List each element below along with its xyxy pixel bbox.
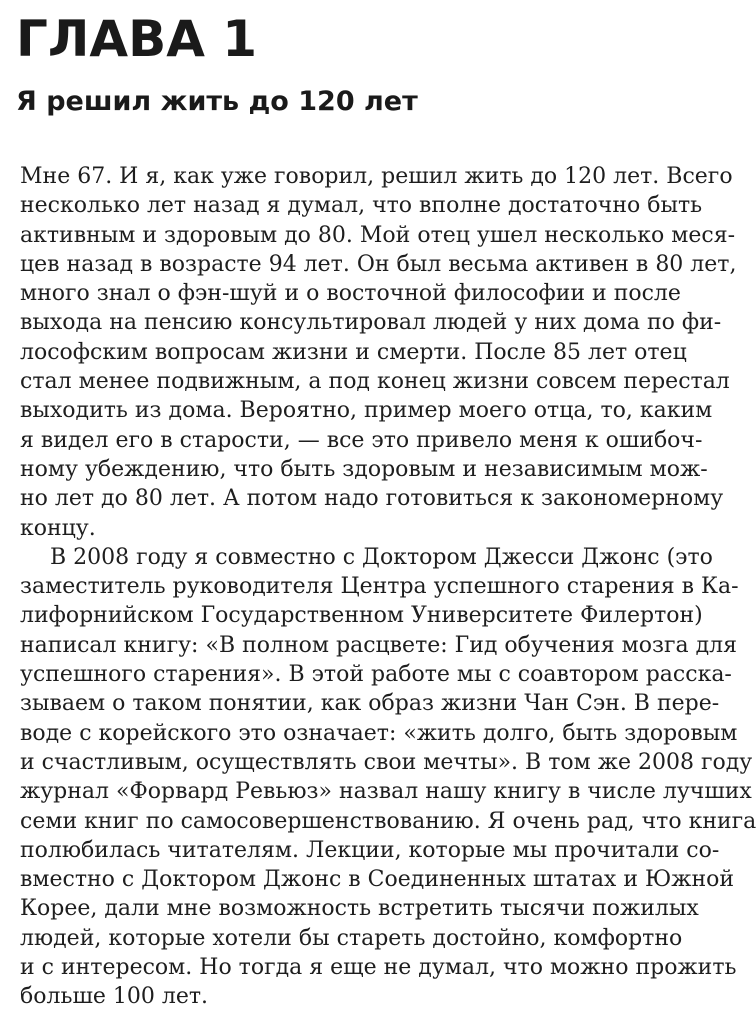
text-line <box>20 308 722 337</box>
text-segment: лифорнийском Государственном Университете Филертон) <box>20 603 703 629</box>
text-segment: концу. <box>20 515 96 541</box>
text-segment: » назвал нашу книгу в числе лучших <box>318 779 752 805</box>
text-line <box>20 631 738 660</box>
text-segment: выхода на пенсию консультировал людей у них дома по фи- <box>20 310 722 336</box>
text-line <box>20 894 699 923</box>
chapter-body <box>20 162 756 1012</box>
text-segment: зываем о таком понятии, как образ жизни <box>20 691 525 717</box>
text-segment: вместно с Доктором Джонс в Соединенных штатах и Южной <box>20 867 735 893</box>
text-segment: В пере- <box>626 691 720 717</box>
text-line <box>20 836 720 865</box>
text-line <box>20 777 752 806</box>
text-line <box>20 484 724 513</box>
text-line <box>20 514 654 543</box>
text-segment: ». В этой работе мы с соавтором расска- <box>261 662 732 688</box>
text-line <box>20 572 739 601</box>
italic-text: В полном расцвете: Гид обучения мозга для <box>218 632 738 658</box>
text-segment: Мне 67. И я, как уже говорил, решил жить до 120 лет. Всего <box>20 164 733 189</box>
text-segment: и счастливым, осуществлять свои мечты». В том же 2008 году <box>20 749 753 775</box>
text-line <box>20 543 713 572</box>
text-segment: воде с корейского это означает: «жить долго, быть здоровым <box>20 720 738 746</box>
text-segment: людей, которые хотели бы стареть достойно, комфортно <box>20 925 683 951</box>
text-segment: цев назад в возрасте 94 лет. Он был весьма активен в 80 лет, <box>20 251 737 277</box>
text-line <box>20 601 703 630</box>
text-segment: несколько лет назад я думал, что вполне достаточно быть <box>20 193 703 219</box>
text-segment: написал книгу: « <box>20 632 219 658</box>
chapter-title: ГЛАВА 1 <box>16 10 258 68</box>
text-line <box>20 719 738 748</box>
text-segment: я видел его в старости, — все это привело меня к ошибоч- <box>20 427 703 453</box>
text-segment: семи книг по самосовершенствованию. Я очень рад, что книга <box>20 808 756 834</box>
text-line <box>20 367 730 396</box>
text-line <box>20 660 732 689</box>
text-line <box>20 279 681 308</box>
text-line <box>20 689 720 718</box>
text-segment: журнал « <box>20 779 130 805</box>
text-segment: заместитель руководителя Центра успешного старения в Ка- <box>20 574 739 600</box>
text-segment: полюбилась читателям. Лекции, которые мы прочитали со- <box>20 837 720 863</box>
text-line <box>20 865 735 894</box>
text-segment: активным и здоровым до 80. Мой отец ушел несколько меся- <box>20 222 735 248</box>
text-segment: ному убеждению, что быть здоровым и независимым мож- <box>20 456 708 482</box>
text-line <box>20 162 733 191</box>
text-line <box>20 250 737 279</box>
text-segment: но лет до 80 лет. А потом надо готовиться к закономерному <box>20 486 724 512</box>
text-line <box>20 396 713 425</box>
text-line <box>20 426 703 455</box>
chapter-subtitle: Я решил жить до 120 лет <box>16 86 418 117</box>
text-line <box>20 455 708 484</box>
italic-text: Чан Сэн. <box>524 691 627 717</box>
text-segment: и с интересом. Но тогда я еще не думал, что можно прожить <box>20 955 737 981</box>
text-segment: Корее, дали мне возможность встретить тысячи пожилых <box>20 896 699 922</box>
text-line <box>20 924 683 953</box>
text-segment: лософским вопросам жизни и смерти. После 85 лет отец <box>20 339 687 365</box>
text-segment: много знал о фэн-шуй и о восточной философии и после <box>20 281 681 307</box>
text-segment: выходить из дома. Вероятно, пример моего отца, то, каким <box>20 398 713 424</box>
text-line <box>20 953 737 982</box>
text-segment: стал менее подвижным, а под конец жизни совсем перестал <box>20 369 730 395</box>
text-segment: больше 100 лет. <box>20 984 209 1010</box>
italic-text: успешного старения <box>20 662 261 688</box>
text-line <box>20 807 756 836</box>
text-line <box>20 982 654 1011</box>
text-line <box>20 191 703 220</box>
text-segment: В 2008 году я совместно с Доктором Джесси Джонс (это <box>50 544 713 570</box>
text-line <box>20 221 735 250</box>
italic-text: Форвард Ревьюз <box>129 779 319 805</box>
text-line <box>20 338 687 367</box>
text-line <box>20 748 753 777</box>
